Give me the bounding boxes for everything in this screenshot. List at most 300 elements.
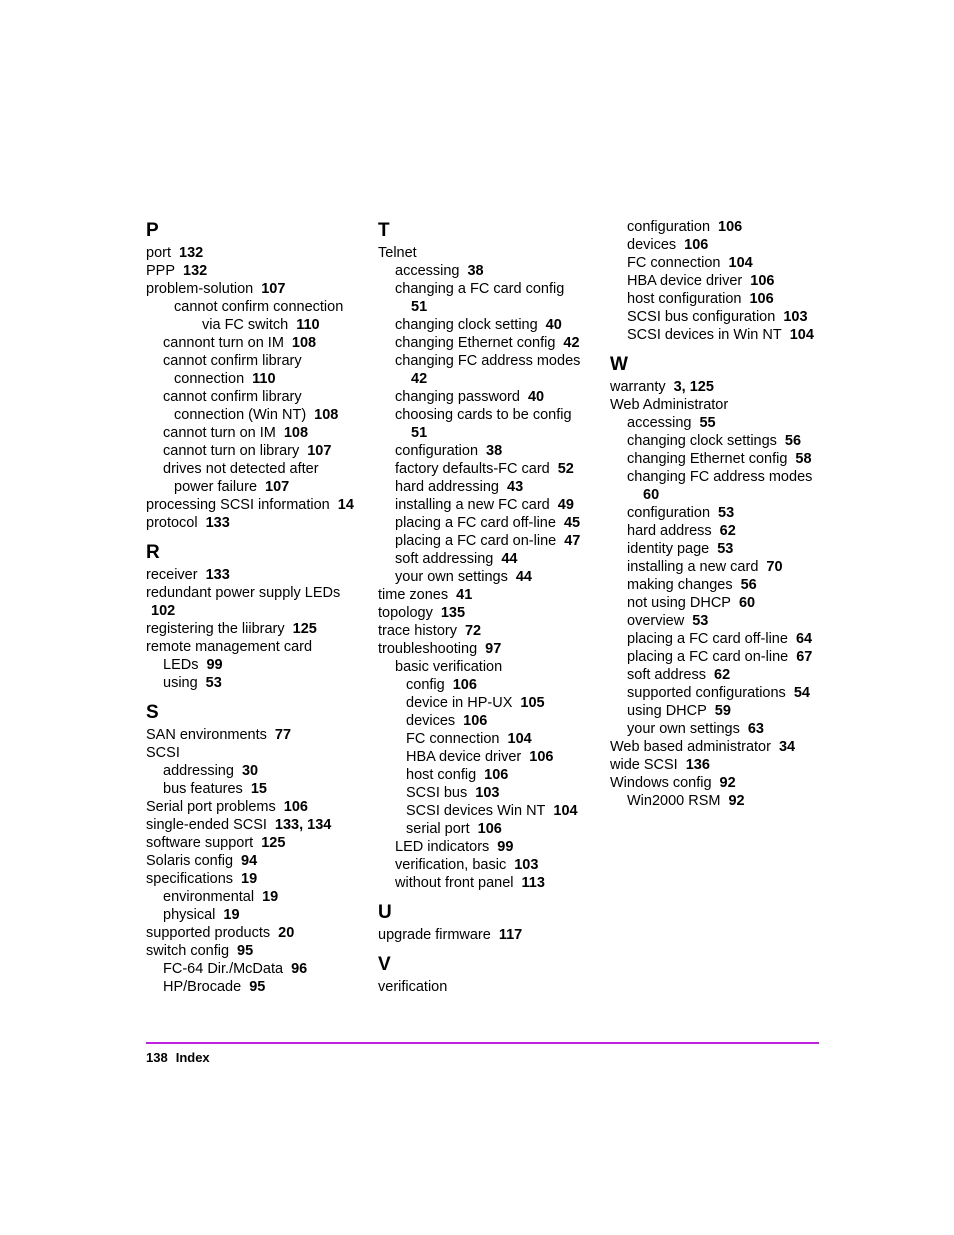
- index-entry: [610, 414, 825, 432]
- index-entry: [378, 406, 593, 424]
- page-ref: 3, 125: [673, 379, 714, 395]
- page-ref: 51: [411, 299, 428, 315]
- section-letter: W: [610, 354, 628, 375]
- index-entry: [610, 630, 825, 648]
- index-term: software support: [146, 835, 254, 851]
- index-entry: [378, 748, 593, 766]
- index-entry: [610, 792, 825, 810]
- page-ref: 92: [728, 793, 745, 809]
- index-entry: [146, 744, 361, 762]
- index-entry: [610, 290, 825, 308]
- index-entry: [378, 712, 593, 730]
- index-term: Solaris config: [146, 853, 234, 869]
- index-term: using DHCP: [627, 703, 707, 719]
- index-entry: [610, 576, 825, 594]
- index-term: configuration: [627, 505, 711, 521]
- index-term: device in HP-UX: [406, 695, 513, 711]
- page-ref: 64: [795, 631, 813, 647]
- index-term: troubleshooting: [378, 641, 478, 657]
- footer-section-title: Index: [175, 1050, 210, 1065]
- page-ref: 92: [719, 775, 736, 791]
- page-ref: 104: [553, 803, 578, 819]
- index-entry: [146, 406, 361, 424]
- page-ref: 104: [789, 327, 814, 343]
- index-term: factory defaults-FC card: [395, 461, 550, 477]
- page-ref: 62: [714, 667, 731, 683]
- index-entry: [378, 676, 593, 694]
- index-entry: [146, 334, 361, 352]
- index-entry: [610, 540, 825, 558]
- index-entry: [610, 450, 825, 468]
- index-section: [610, 352, 825, 810]
- index-entry: [146, 388, 361, 406]
- index-entry: [146, 638, 361, 656]
- index-entry: [378, 856, 593, 874]
- index-term: serial port: [406, 821, 470, 837]
- index-entry: [146, 924, 361, 942]
- index-term: HBA device driver: [627, 273, 743, 289]
- page-ref: 104: [728, 255, 753, 271]
- page-ref: 19: [223, 907, 240, 923]
- page-ref: 38: [467, 263, 484, 279]
- index-section: [378, 900, 593, 944]
- index-term: environmental: [163, 889, 255, 905]
- index-entry: [146, 280, 361, 298]
- index-term: changing FC address modes: [395, 353, 581, 369]
- index-entry: [610, 378, 825, 396]
- page-ref: 55: [699, 415, 716, 431]
- index-term: SCSI devices Win NT: [406, 803, 546, 819]
- page-ref: 103: [475, 785, 500, 801]
- index-entry: [146, 566, 361, 584]
- index-term: addressing: [163, 763, 234, 779]
- index-term: warranty: [610, 379, 666, 395]
- index-entry: [378, 280, 593, 298]
- page-ref: 135: [440, 605, 466, 621]
- index-term: LEDs: [163, 657, 199, 673]
- index-entry: [378, 694, 593, 712]
- page-ref: 107: [307, 443, 332, 459]
- index-term: not using DHCP: [627, 595, 731, 611]
- page-ref: 125: [292, 621, 317, 637]
- index-term: remote management card: [146, 639, 313, 655]
- index-entry: [378, 478, 593, 496]
- index-term: hard address: [627, 523, 712, 539]
- index-entry: [378, 550, 593, 568]
- index-section: [146, 700, 361, 996]
- index-entry: [378, 262, 593, 280]
- index-section: [378, 952, 593, 996]
- index-entry: [146, 674, 361, 692]
- page-ref: 34: [778, 739, 796, 755]
- page-ref: 62: [719, 523, 736, 539]
- index-term: physical: [163, 907, 216, 923]
- index-entry: [146, 370, 361, 388]
- page-ref: 96: [291, 961, 308, 977]
- index-entry: [146, 316, 361, 334]
- page-ref: 52: [557, 461, 574, 477]
- page-ref: 54: [793, 685, 810, 701]
- index-term: installing a new FC card: [395, 497, 550, 513]
- index-term: Telnet: [378, 245, 417, 261]
- index-entry: [146, 584, 361, 602]
- index-entry: [146, 834, 361, 852]
- page-ref: 106: [283, 799, 308, 815]
- index-entry: [610, 666, 825, 684]
- section-letter: P: [146, 220, 159, 241]
- index-term: processing SCSI information: [146, 497, 330, 513]
- index-term: registering the liibrary: [146, 621, 285, 637]
- index-term: supported configurations: [627, 685, 786, 701]
- index-term: placing a FC card on-line: [627, 649, 789, 665]
- page-ref: 107: [265, 479, 290, 495]
- index-term: changing clock setting: [395, 317, 538, 333]
- index-term: devices: [627, 237, 677, 253]
- index-entry: [146, 870, 361, 888]
- index-entry: [146, 244, 361, 262]
- index-term: basic verification: [395, 659, 503, 675]
- page-footer: [146, 1050, 218, 1065]
- index-entry: [378, 640, 593, 658]
- index-term: switch config: [146, 943, 230, 959]
- index-entry-continuation: [610, 486, 825, 504]
- index-entry: [146, 424, 361, 442]
- page-ref: 113: [521, 875, 545, 891]
- section-letter: V: [378, 954, 391, 975]
- index-term: hard addressing: [395, 479, 499, 495]
- page-ref: 53: [205, 675, 222, 691]
- index-term: placing a FC card off-line: [395, 515, 556, 531]
- index-entry: [610, 308, 825, 326]
- index-term: changing FC address modes: [627, 469, 813, 485]
- index-entry: [146, 460, 361, 478]
- index-entry: [378, 442, 593, 460]
- index-term: supported products: [146, 925, 271, 941]
- index-entry: [146, 726, 361, 744]
- index-entry: [378, 316, 593, 334]
- section-letter: S: [146, 702, 159, 723]
- index-entry: [378, 926, 593, 944]
- index-entry: [378, 568, 593, 586]
- index-term: single-ended SCSI: [146, 817, 267, 833]
- index-term: your own settings: [395, 569, 508, 585]
- index-entry: [610, 558, 825, 576]
- index-term: configuration: [395, 443, 479, 459]
- page-ref: 77: [274, 727, 292, 743]
- page-ref: 14: [337, 497, 354, 513]
- page-ref: 117: [498, 927, 523, 943]
- page-ref: 67: [796, 649, 813, 665]
- index-term: Windows config: [610, 775, 712, 791]
- index-term: changing password: [395, 389, 520, 405]
- page-ref: 19: [262, 889, 279, 905]
- index-term: devices: [406, 713, 456, 729]
- index-entry: [146, 514, 361, 532]
- page-ref: 58: [795, 451, 812, 467]
- index-entry: [610, 648, 825, 666]
- page-ref: 30: [241, 763, 259, 779]
- index-entry: [610, 612, 825, 630]
- page-ref: 94: [241, 853, 258, 869]
- index-term: changing Ethernet config: [627, 451, 788, 467]
- index-column-2: [378, 218, 593, 1004]
- page-ref: 43: [507, 479, 524, 495]
- page-ref: 108: [291, 335, 317, 351]
- index-term: Web based administrator: [610, 739, 771, 755]
- index-term: specifications: [146, 871, 234, 887]
- index-entry: [146, 816, 361, 834]
- index-entry: [610, 522, 825, 540]
- index-term: SAN environments: [146, 727, 267, 743]
- index-term: Web Administrator: [610, 397, 729, 413]
- page-ref: 108: [314, 407, 339, 423]
- index-entry: [378, 352, 593, 370]
- index-entry: [146, 656, 361, 674]
- index-entry: [610, 504, 825, 522]
- page-ref: 20: [278, 925, 295, 941]
- index-term: verification, basic: [395, 857, 507, 873]
- page-ref: 49: [557, 497, 574, 513]
- index-entry: [146, 798, 361, 816]
- index-term: without front panel: [395, 875, 514, 891]
- index-entry: [146, 496, 361, 514]
- index-term: Win2000 RSM: [627, 793, 721, 809]
- index-entry: [378, 604, 593, 622]
- page-ref: 38: [486, 443, 503, 459]
- index-entry: [610, 326, 825, 344]
- page-ref: 106: [477, 821, 502, 837]
- index-entry: [146, 620, 361, 638]
- index-entry: [610, 756, 825, 774]
- page-ref: 44: [515, 569, 532, 585]
- page-ref: 110: [252, 371, 276, 387]
- page-ref: 106: [749, 291, 774, 307]
- page-ref: 136: [685, 757, 710, 773]
- index-term: upgrade firmware: [378, 927, 491, 943]
- page-ref: 40: [545, 317, 562, 333]
- page-ref: 53: [718, 505, 735, 521]
- page-ref: 41: [456, 587, 473, 603]
- index-entry: [378, 586, 593, 604]
- index-term: connection: [174, 371, 245, 387]
- index-term: cannot confirm library: [163, 389, 302, 405]
- index-term: Serial port problems: [146, 799, 276, 815]
- index-term: PPP: [146, 263, 176, 279]
- index-term: changing Ethernet config: [395, 335, 556, 351]
- footer-rule: [146, 1042, 819, 1044]
- index-term: HP/Brocade: [163, 979, 242, 995]
- index-term: SCSI: [146, 745, 180, 761]
- index-term: cannot confirm connection: [174, 299, 344, 315]
- index-term: FC connection: [406, 731, 500, 747]
- index-entry: [610, 720, 825, 738]
- index-entry: [378, 766, 593, 784]
- index-entry-continuation: [146, 602, 361, 620]
- page-ref: 95: [249, 979, 266, 995]
- index-entry: [146, 780, 361, 798]
- page-ref: 42: [411, 371, 428, 387]
- index-entry: [378, 622, 593, 640]
- index-term: your own settings: [627, 721, 740, 737]
- page-ref: 60: [643, 487, 660, 503]
- index-entry: [146, 888, 361, 906]
- index-entry: [610, 774, 825, 792]
- index-section: [146, 218, 361, 532]
- page-ref: 108: [283, 425, 309, 441]
- index-term: SCSI devices in Win NT: [627, 327, 782, 343]
- index-term: SCSI bus configuration: [627, 309, 776, 325]
- index-entry-continuation: [378, 298, 593, 316]
- index-entry: [378, 784, 593, 802]
- index-term: soft addressing: [395, 551, 494, 567]
- index-term: changing a FC card config: [395, 281, 565, 297]
- index-term: cannot turn on library: [163, 443, 300, 459]
- index-term: HBA device driver: [406, 749, 522, 765]
- index-term: cannot turn on IM: [163, 425, 276, 441]
- index-term: making changes: [627, 577, 733, 593]
- index-term: configuration: [627, 219, 711, 235]
- index-term: connection (Win NT): [174, 407, 307, 423]
- index-entry: [146, 942, 361, 960]
- page-ref: 133, 134: [274, 817, 332, 833]
- page-ref: 106: [684, 237, 709, 253]
- index-entry: [610, 432, 825, 450]
- index-term: placing a FC card on-line: [395, 533, 557, 549]
- index-term: trace history: [378, 623, 457, 639]
- index-entry: [378, 658, 593, 676]
- index-term: FC-64 Dir./McData: [163, 961, 284, 977]
- index-term: host configuration: [627, 291, 742, 307]
- index-column-3: [610, 218, 825, 818]
- index-entry-continuation: [378, 424, 593, 442]
- index-entry: [610, 468, 825, 486]
- index-term: SCSI bus: [406, 785, 468, 801]
- index-entry: [378, 460, 593, 478]
- index-term: host config: [406, 767, 477, 783]
- page-ref: 102: [151, 603, 176, 619]
- page-ref: 59: [714, 703, 731, 719]
- index-term: changing clock settings: [627, 433, 777, 449]
- page-ref: 133: [205, 567, 230, 583]
- index-entry: [610, 236, 825, 254]
- page-ref: 103: [783, 309, 808, 325]
- index-entry: [378, 730, 593, 748]
- index-term: wide SCSI: [610, 757, 678, 773]
- section-letter: U: [378, 902, 392, 923]
- index-term: overview: [627, 613, 685, 629]
- index-entry: [610, 272, 825, 290]
- page-ref: 19: [241, 871, 258, 887]
- index-entry: [610, 702, 825, 720]
- page-ref: 104: [507, 731, 532, 747]
- index-entry: [610, 684, 825, 702]
- page-ref: 125: [261, 835, 286, 851]
- index-entry: [146, 762, 361, 780]
- index-term: bus features: [163, 781, 243, 797]
- page-ref: 99: [206, 657, 223, 673]
- index-entry: [378, 244, 593, 262]
- index-entry: [146, 978, 361, 996]
- index-entry: [378, 334, 593, 352]
- page-ref: 40: [527, 389, 545, 405]
- page-ref: 106: [529, 749, 554, 765]
- page-ref: 56: [740, 577, 757, 593]
- page-ref: 15: [250, 781, 267, 797]
- index-entry: [378, 978, 593, 996]
- page-ref: 95: [237, 943, 254, 959]
- page-ref: 106: [484, 767, 509, 783]
- index-term: placing a FC card off-line: [627, 631, 788, 647]
- index-section: [610, 218, 825, 344]
- index-entry: [146, 960, 361, 978]
- index-term: FC connection: [627, 255, 721, 271]
- index-term: via FC switch: [202, 317, 289, 333]
- index-term: port: [146, 245, 171, 261]
- page-ref: 106: [452, 677, 477, 693]
- index-term: protocol: [146, 515, 198, 531]
- section-letter: R: [146, 542, 160, 563]
- page-number: 138: [146, 1050, 168, 1065]
- index-entry: [146, 906, 361, 924]
- page-ref: 72: [464, 623, 482, 639]
- index-section: [146, 540, 361, 692]
- index-entry: [146, 298, 361, 316]
- page-ref: 44: [501, 551, 518, 567]
- page-ref: 133: [205, 515, 230, 531]
- index-term: receiver: [146, 567, 198, 583]
- page-ref: 132: [179, 245, 204, 261]
- index-term: accessing: [395, 263, 460, 279]
- index-term: using: [163, 675, 198, 691]
- index-column-1: [146, 218, 361, 1004]
- index-term: identity page: [627, 541, 710, 557]
- index-entry: [610, 218, 825, 236]
- page-ref: 99: [497, 839, 514, 855]
- page-ref: 106: [718, 219, 743, 235]
- index-entry: [610, 254, 825, 272]
- index-entry: [378, 388, 593, 406]
- index-term: cannot confirm library: [163, 353, 302, 369]
- page-ref: 51: [411, 425, 428, 441]
- index-entry: [146, 352, 361, 370]
- index-term: power failure: [174, 479, 258, 495]
- index-term: choosing cards to be config: [395, 407, 572, 423]
- page-ref: 110: [296, 317, 320, 333]
- page-ref: 56: [784, 433, 802, 449]
- index-entry: [378, 496, 593, 514]
- page-ref: 45: [563, 515, 581, 531]
- page-ref: 106: [463, 713, 488, 729]
- page-ref: 53: [692, 613, 709, 629]
- page-ref: 106: [750, 273, 775, 289]
- index-term: soft address: [627, 667, 706, 683]
- index-entry: [610, 594, 825, 612]
- page-ref: 47: [564, 533, 581, 549]
- index-entry: [378, 532, 593, 550]
- index-term: cannont turn on IM: [163, 335, 284, 351]
- index-entry: [146, 852, 361, 870]
- index-entry: [378, 802, 593, 820]
- index-term: problem-solution: [146, 281, 254, 297]
- index-term: topology: [378, 605, 433, 621]
- index-term: LED indicators: [395, 839, 490, 855]
- index-term: verification: [378, 979, 448, 995]
- index-entry: [146, 478, 361, 496]
- index-entry: [378, 514, 593, 532]
- page-ref: 53: [717, 541, 734, 557]
- index-entry: [378, 874, 593, 892]
- index-term: accessing: [627, 415, 692, 431]
